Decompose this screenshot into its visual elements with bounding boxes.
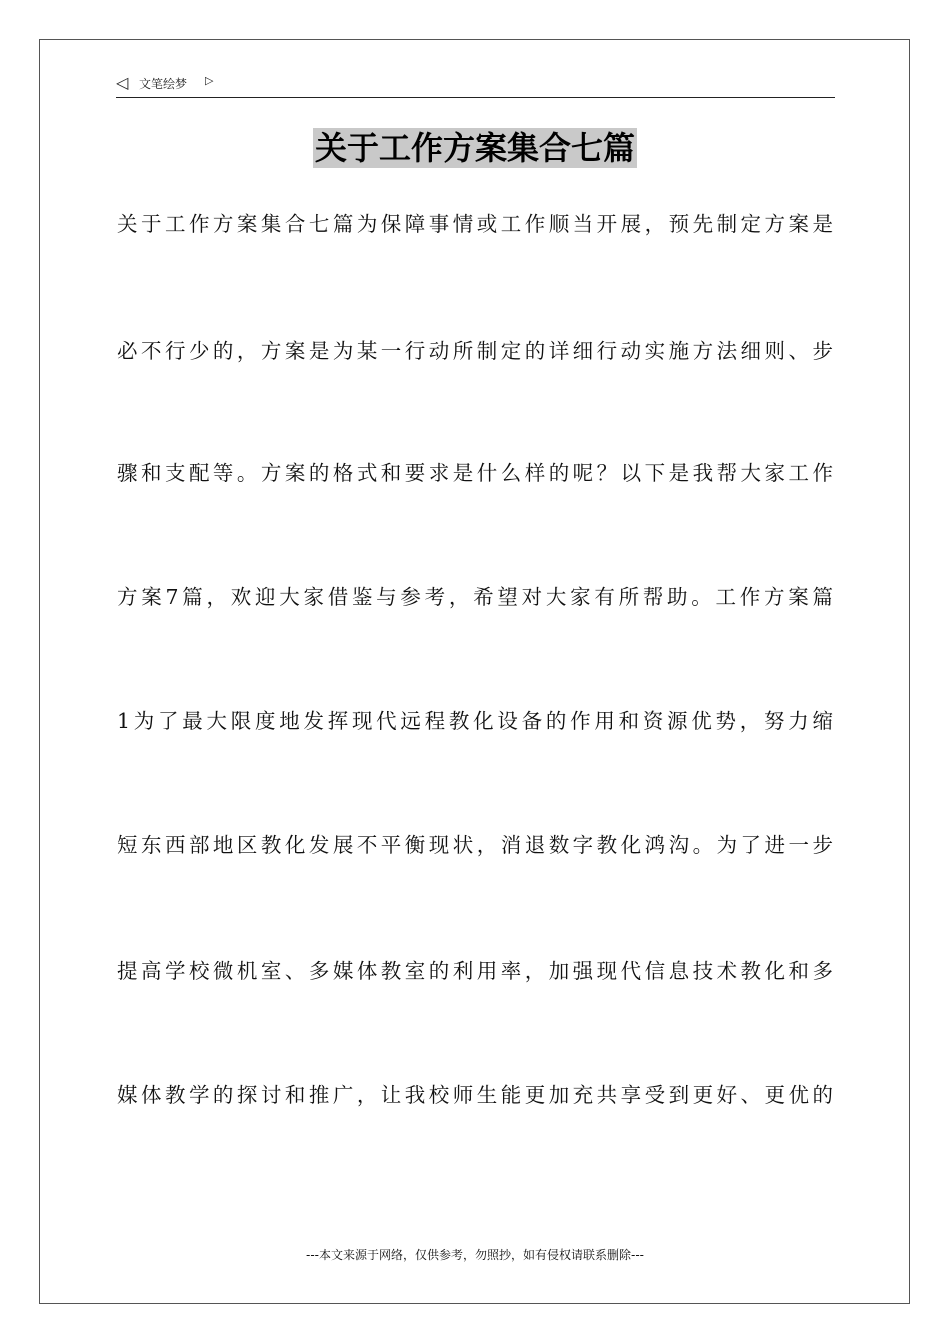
body-line: 关于工作方案集合七篇为保障事情或工作顺当开展，预先制定方案是	[117, 212, 833, 236]
body-line: 方案7篇，欢迎大家借鉴与参考，希望对大家有所帮助。工作方案篇	[117, 585, 833, 609]
document-title: 关于工作方案集合七篇	[314, 129, 635, 167]
page-header	[116, 74, 835, 98]
body-line: 媒体教学的探讨和推广，让我校师生能更加充共享受到更好、更优的	[117, 1083, 833, 1107]
title-container	[0, 128, 950, 168]
triangle-left-icon: ◁	[116, 73, 129, 92]
triangle-right-icon: ▷	[205, 74, 214, 87]
body-line: 1为了最大限度地发挥现代远程教化设备的作用和资源优势，努力缩	[117, 709, 833, 733]
footer-disclaimer: ---本文来源于网络，仅供参考，勿照抄，如有侵权请联系删除---	[306, 1248, 644, 1262]
body-line: 必不行少的，方案是为某一行动所制定的详细行动实施方法细则、步	[117, 339, 833, 363]
body-line: 提高学校微机室、多媒体教室的利用率，加强现代信息技术教化和多	[117, 959, 833, 983]
header-brand: 文笔绘梦	[139, 77, 188, 91]
body-line: 短东西部地区教化发展不平衡现状，消退数字教化鸿沟。为了进一步	[117, 833, 833, 857]
body-line: 骤和支配等。方案的格式和要求是什么样的呢？以下是我帮大家工作	[117, 461, 833, 485]
